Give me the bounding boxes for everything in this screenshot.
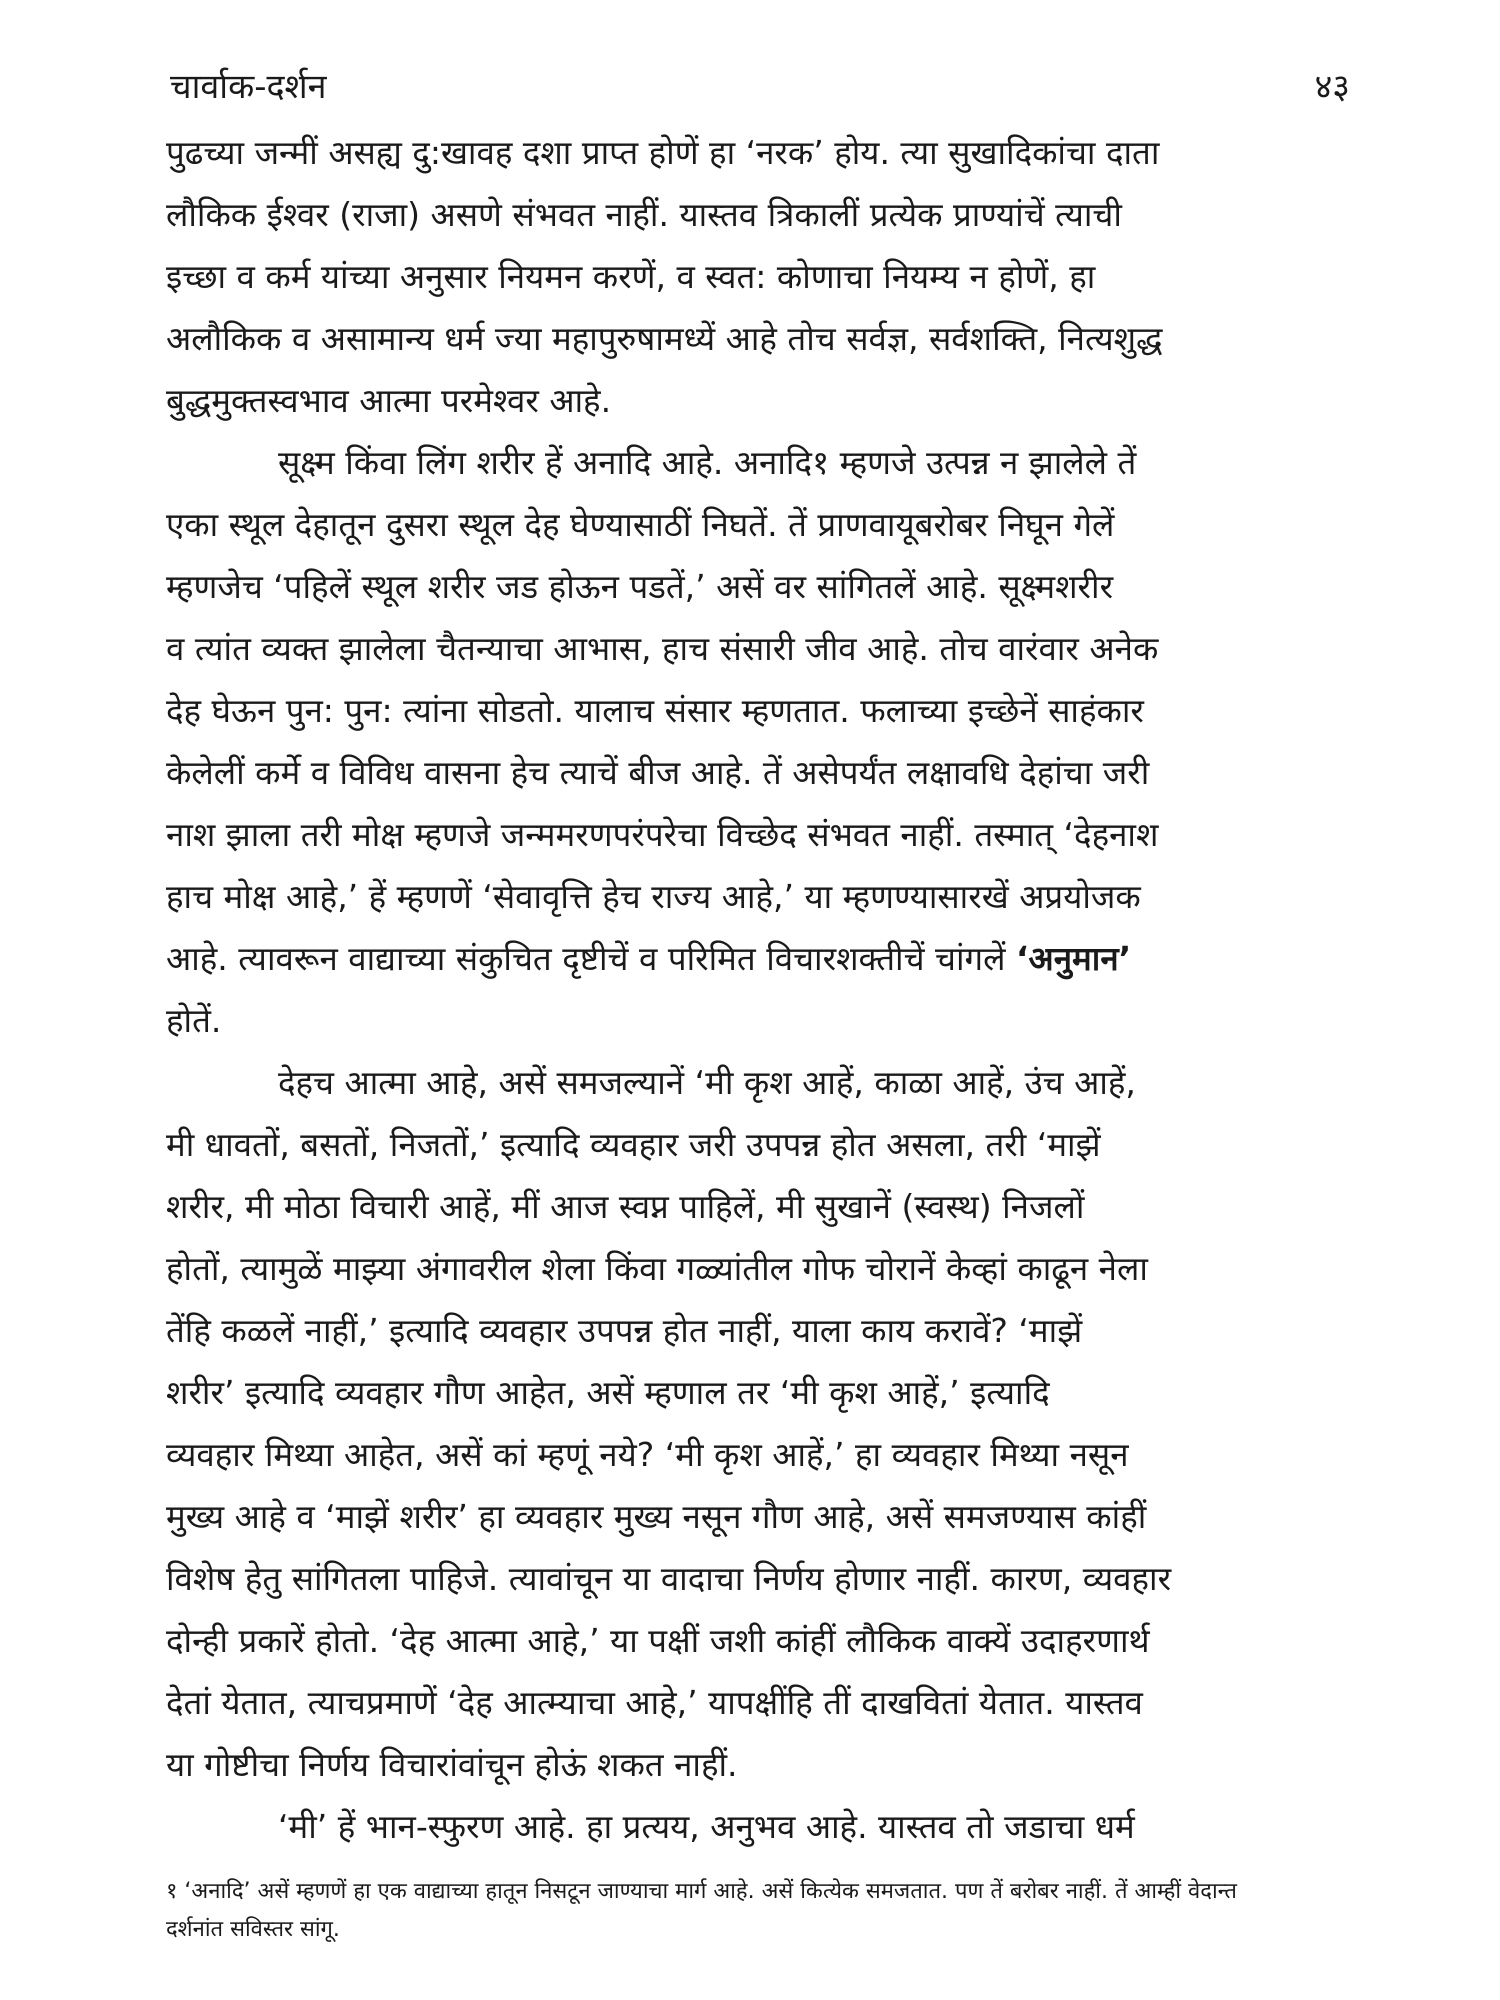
- text-line-content: इच्छा व कर्म यांच्या अनुसार नियमन करणें, व स्वत: कोणाचा नियम्य न होणें, हा: [166, 257, 1096, 296]
- text-line: [166, 122, 1350, 184]
- text-line-content: अलौकिक व असामान्य धर्म ज्या महापुरुषामध्यें आहे तोच सर्वज्ञ, सर्वशक्ति, नित्यशुद्ध: [166, 319, 1163, 358]
- text-line-content: मी धावतों, बसतों, निजतों,’ इत्यादि व्यवहार जरी उपपन्न होत असला, तरी ‘माझें: [166, 1125, 1101, 1164]
- text-line: [166, 1672, 1350, 1734]
- text-line: [166, 1114, 1350, 1176]
- footnote: [166, 1873, 1350, 1949]
- book-page: [166, 52, 1350, 1949]
- text-line: [166, 866, 1350, 928]
- text-line-content: देहच आत्मा आहे, असें समजल्यानें ‘मी कृश आहें, काळा आहें, उंच आहें,: [278, 1063, 1136, 1102]
- text-line: [166, 680, 1350, 742]
- text-line-content: व त्यांत व्यक्त झालेला चैतन्याचा आभास, हाच संसारी जीव आहे. तोच वारंवार अनेक: [166, 629, 1159, 668]
- text-line: [166, 370, 1350, 432]
- text-line-content: देह घेऊन पुन: पुन: त्यांना सोडतो. यालाच संसार म्हणतात. फलाच्या इच्छेनें साहंकार: [166, 691, 1144, 730]
- text-line-content: हाच मोक्ष आहे,’ हें म्हणणें ‘सेवावृत्ति हेच राज्य आहे,’ या म्हणण्यासारखें अप्रयोजक: [166, 877, 1141, 916]
- text-line-content: म्हणजेच ‘पहिलें स्थूल शरीर जड होऊन पडतें,’ असें वर सांगितलें आहे. सूक्ष्मशरीर: [166, 567, 1114, 606]
- emphasized-term: ‘अनुमान’: [1015, 939, 1132, 978]
- running-title: चार्वाक-दर्शन: [170, 67, 327, 107]
- text-line-content: पुढच्या जन्मीं असह्य दु:खावह दशा प्राप्त होणें हा ‘नरक’ होय. त्या सुखादिकांचा दाता: [166, 133, 1160, 172]
- text-line-content: एका स्थूल देहातून दुसरा स्थूल देह घेण्यासाठीं निघतें. तें प्राणवायूबरोबर निघून गेलें: [166, 505, 1115, 544]
- text-line: [166, 1176, 1350, 1238]
- text-line: [166, 432, 1350, 494]
- text-line-content: शरीर’ इत्यादि व्यवहार गौण आहेत, असें म्हणाल तर ‘मी कृश आहें,’ इत्यादि: [166, 1373, 1050, 1412]
- text-line-content: दोन्ही प्रकारें होतो. ‘देह आत्मा आहे,’ या पक्षीं जशी कांहीं लौकिक वाक्यें उदाहरणार्थ: [166, 1621, 1150, 1660]
- text-line: [166, 928, 1350, 990]
- text-line-content: होतें.: [166, 1001, 222, 1040]
- footnote-line: १ ‘अनादि’ असें म्हणणें हा एक वाद्याच्या हातून निसटून जाण्याचा मार्ग आहे. असें कित्येक समजतात. पण तें बरोबर नाहीं. तें आम्हीं वेदान्त: [166, 1879, 1237, 1904]
- text-line-content: नाश झाला तरी मोक्ष म्हणजे जन्ममरणपरंपरेचा विच्छेद संभवत नाहीं. तस्मात् ‘देहनाश: [166, 815, 1159, 854]
- text-line: [166, 1486, 1350, 1548]
- text-line-content: विशेष हेतु सांगितला पाहिजे. त्यावांचून या वादाचा निर्णय होणार नाहीं. कारण, व्यवहार: [166, 1559, 1172, 1598]
- footnote-line: दर्शनांत सविस्तर सांगू.: [166, 1917, 340, 1942]
- text-line: [166, 1362, 1350, 1424]
- text-line-content: बुद्धमुक्तस्वभाव आत्मा परमेश्वर आहे.: [166, 381, 612, 420]
- text-line-content: तेंहि कळलें नाहीं,’ इत्यादि व्यवहार उपपन्न होत नाहीं, याला काय करावें? ‘माझें: [166, 1311, 1083, 1350]
- text-line: [166, 308, 1350, 370]
- text-line: [166, 184, 1350, 246]
- text-line-content: ‘मी’ हें भान-स्फुरण आहे. हा प्रत्यय, अनुभव आहे. यास्तव तो जडाचा धर्म: [278, 1807, 1135, 1846]
- text-line: [166, 1734, 1350, 1796]
- text-line-content: होतों, त्यामुळें माझ्या अंगावरील शेला किंवा गळ्यांतील गोफ चोरानें केव्हां काढून नेला: [166, 1249, 1148, 1288]
- text-line-content: या गोष्टीचा निर्णय विचारांवांचून होऊं शकत नाहीं.: [166, 1745, 738, 1784]
- text-line: [166, 1424, 1350, 1486]
- text-line: [166, 1796, 1350, 1858]
- text-line: [166, 742, 1350, 804]
- text-line: [166, 556, 1350, 618]
- text-line: [166, 1238, 1350, 1300]
- text-line: [166, 1052, 1350, 1114]
- text-line: [166, 1300, 1350, 1362]
- body-text: [166, 122, 1350, 1858]
- text-line-content: लौकिक ईश्वर (राजा) असणे संभवत नाहीं. यास्तव त्रिकालीं प्रत्येक प्राण्यांचें त्याची: [166, 195, 1122, 234]
- text-line-content: केलेलीं कर्मे व विविध वासना हेच त्याचें बीज आहे. तें असेपर्यंत लक्षावधि देहांचा जरी: [166, 753, 1150, 792]
- text-line: [166, 1548, 1350, 1610]
- text-line: [166, 804, 1350, 866]
- running-head: [166, 52, 1350, 122]
- text-line: [166, 246, 1350, 308]
- text-line-content: व्यवहार मिथ्या आहेत, असें कां म्हणूं नये? ‘मी कृश आहें,’ हा व्यवहार मिथ्या नसून: [166, 1435, 1129, 1474]
- text-line-content: सूक्ष्म किंवा लिंग शरीर हें अनादि आहे. अनादि१ म्हणजे उत्पन्न न झालेले तें: [278, 443, 1137, 482]
- text-line-content: देतां येतात, त्याचप्रमाणें ‘देह आत्म्याचा आहे,’ यापक्षींहि तीं दाखवितां येतात. यास्तव: [166, 1683, 1143, 1722]
- text-line: [166, 1610, 1350, 1672]
- text-line-content: आहे. त्यावरून वाद्याच्या संकुचित दृष्टीचें व परिमित विचारशक्तीचें चांगलें: [166, 939, 1006, 978]
- text-line: [166, 618, 1350, 680]
- text-line-content: शरीर, मी मोठा विचारी आहें, मीं आज स्वप्न पाहिलें, मी सुखानें (स्वस्थ) निजलों: [166, 1187, 1085, 1226]
- text-line: [166, 990, 1350, 1052]
- page-number: ४३: [1314, 67, 1350, 107]
- text-line-content: मुख्य आहे व ‘माझें शरीर’ हा व्यवहार मुख्य नसून गौण आहे, असें समजण्यास कांहीं: [166, 1497, 1147, 1536]
- text-line: [166, 494, 1350, 556]
